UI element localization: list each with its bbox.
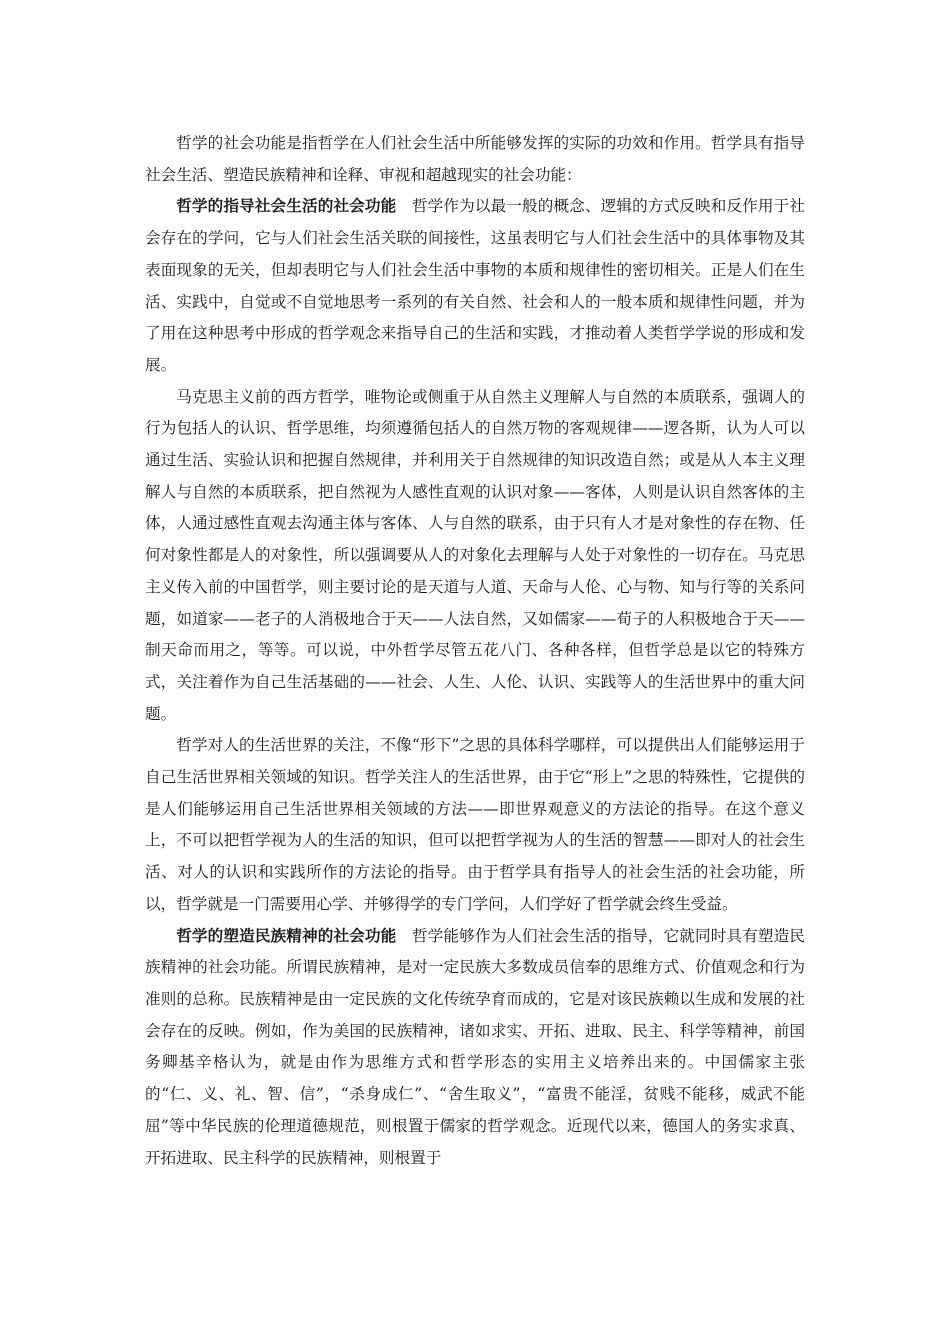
section-heading-national-spirit: 哲学的塑造民族精神的社会功能 <box>176 926 397 945</box>
paragraph-intro <box>145 128 805 191</box>
paragraph-text: 哲学能够作为人们社会生活的指导，它就同时具有塑造民族精神的社会功能。所谓民族精神，是对一定民族大多数成员信奉的思维方式、价值观念和行为准则的总称。民族精神是由一定民族的文化传统孕育而成的，它是对该民族赖以生成和发展的社会存在的反映。例如，作为美国的民族精神，诸如求实、开拓、进取、民主、科学等精神，前国务卿基辛格认为，就是由作为思维方式和哲学形态的实用主义培养出来的。中国儒家主张的“仁、义、礼、智、信”，“杀身成仁”、“舍生取义”，“富贵不能淫，贫贱不能移，威武不能屈”等中华民族的伦理道德规范，则根置于儒家的哲学观念。近现代以来，德国人的务实求真、开拓进取、民主科学的民族精神，则根置于 <box>145 926 805 1167</box>
section-heading-guidance: 哲学的指导社会生活的社会功能 <box>176 197 397 216</box>
paragraph-text: 哲学对人的生活世界的关注，不像“形下”之思的具体科学哪样，可以提供出人们能够运用于自己生活世界相关领域的知识。哲学关注人的生活世界，由于它“形上”之思的特殊性，它提供的是人们能够运用自己生活世界相关领域的方法——即世界观意义的方法论的指导。在这个意义上，不可以把哲学视为人的生活的知识，但可以把哲学视为人的生活的智慧——即对人的社会生活、对人的认识和实践所作的方法论的指导。由于哲学具有指导人的社会生活的社会功能，所以，哲学就是一门需要用心学、并够得学的专门学问，人们学好了哲学就会终生受益。 <box>145 736 805 913</box>
paragraph-national-spirit-function <box>145 921 805 1175</box>
paragraph-western-chinese-philosophy <box>145 382 805 731</box>
paragraph-guidance-function <box>145 191 805 381</box>
paragraph-life-world <box>145 730 805 920</box>
paragraph-text: 哲学的社会功能是指哲学在人们社会生活中所能够发挥的实际的功效和作用。哲学具有指导社会生活、塑造民族精神和诠释、审视和超越现实的社会功能： <box>145 134 805 184</box>
paragraph-text: 哲学作为以最一般的概念、逻辑的方式反映和反作用于社会存在的学问，它与人们社会生活关联的间接性，这虽表明它与人们社会生活中的具体事物及其表面现象的无关，但却表明它与人们社会生活中事物的本质和规律性的密切相关。正是人们在生活、实践中，自觉或不自觉地思考一系列的有关自然、社会和人的一般本质和规律性问题，并为了用在这种思考中形成的哲学观念来指导自己的生活和实践，才推动着人类哲学学说的形成和发展。 <box>145 197 805 374</box>
paragraph-text: 马克思主义前的西方哲学，唯物论或侧重于从自然主义理解人与自然的本质联系，强调人的行为包括人的认识、哲学思维，均须遵循包括人的自然万物的客观规律——逻各斯，认为人可以通过生活、实验认识和把握自然规律，并利用关于自然规律的知识改造自然；或是从人本主义理解人与自然的本质联系，把自然视为人感性直观的认识对象——客体，人则是认识自然客体的主体，人通过感性直观去沟通主体与客体、人与自然的联系，由于只有人才是对象性的存在物、任何对象性都是人的对象性，所以强调要从人的对象化去理解与人处于对象性的一切存在。马克思主义传入前的中国哲学，则主要讨论的是天道与人道、天命与人伦、心与物、知与行等的关系问题，如道家——老子的人消极地合于天——人法自然，又如儒家——荀子的人积极地合于天——制天命而用之，等等。可以说，中外哲学尽管五花八门、各种各样，但哲学总是以它的特殊方式，关注着作为自己生活基础的——社会、人生、人伦、认识、实践等人的生活世界中的重大问题。 <box>145 387 805 723</box>
document-body <box>145 128 805 1174</box>
